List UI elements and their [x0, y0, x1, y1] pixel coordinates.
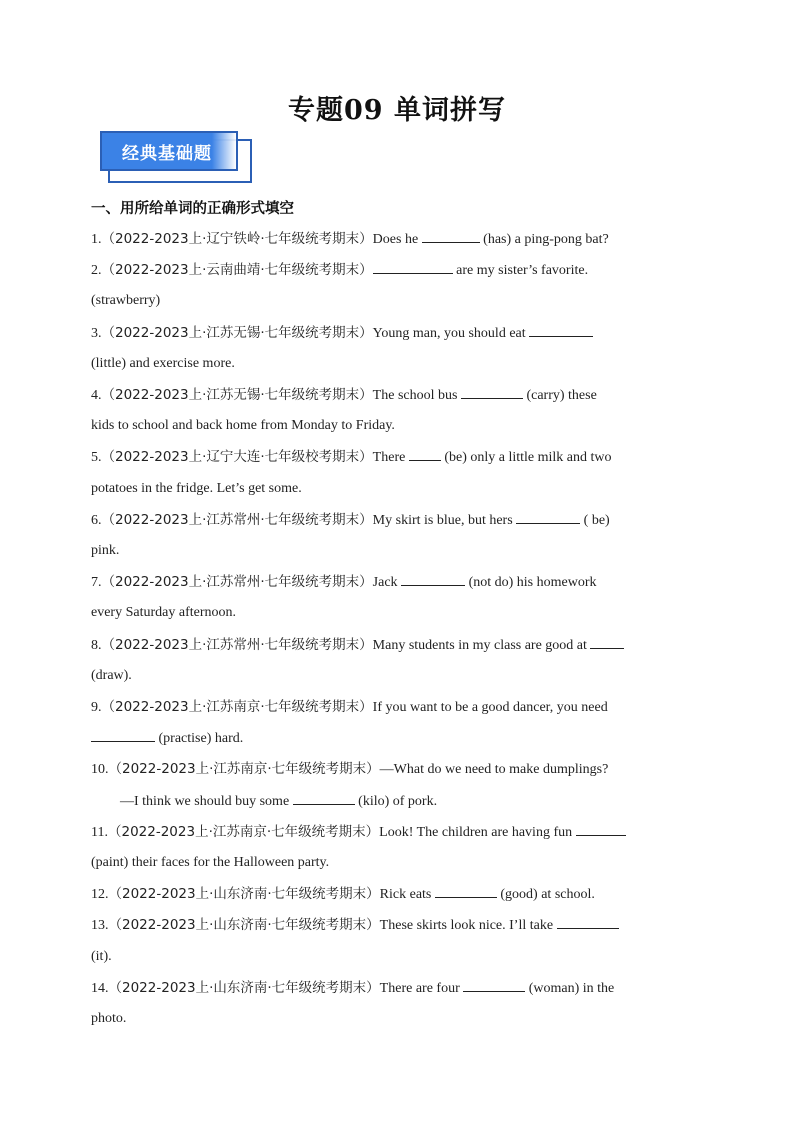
question-text: Many students in my class are good at [372, 638, 591, 653]
question-text: Rick eats [379, 887, 435, 902]
answer-blank[interactable] [463, 979, 525, 992]
question-number: 10. [91, 762, 109, 777]
question-source: （2022-2023上·江苏南京·七年级统考期末） [108, 761, 380, 777]
question-13-cont [91, 948, 112, 966]
question-source: （2022-2023上·江苏常州·七年级统考期末） [101, 512, 373, 528]
question-number: 13. [91, 918, 109, 933]
answer-blank[interactable] [373, 261, 453, 274]
question-source: （2022-2023上·江苏无锡·七年级统考期末） [101, 325, 373, 341]
question-number: 11. [91, 825, 108, 840]
question-source: （2022-2023上·江苏常州·七年级统考期末） [101, 637, 373, 653]
question-text: These skirts look nice. I’ll take [379, 918, 557, 933]
question-number: 14. [91, 981, 109, 996]
question-number: 12. [91, 887, 109, 902]
question-text: every Saturday afternoon. [91, 605, 236, 620]
question-text: Young man, you should eat [372, 326, 530, 341]
question-number: 8. [91, 638, 102, 653]
answer-blank[interactable] [576, 823, 626, 836]
question-10-cont [120, 792, 437, 811]
badge-box [100, 131, 238, 171]
question-text: The school bus [372, 388, 461, 403]
question-source: （2022-2023上·江苏南京·七年级统考期末） [107, 824, 380, 840]
question-number: 5. [91, 450, 102, 465]
answer-blank[interactable] [409, 448, 441, 461]
question-source: （2022-2023上·山东济南·七年级统考期末） [108, 917, 380, 933]
question-text: (draw). [91, 668, 132, 683]
question-hint: (kilo) of pork. [354, 794, 438, 809]
answer-blank[interactable] [91, 729, 155, 742]
question-10 [91, 760, 608, 779]
question-9-cont [91, 729, 243, 748]
question-number: 6. [91, 513, 102, 528]
badge-label: 经典基础题 [122, 143, 212, 164]
question-source: （2022-2023上·江苏无锡·七年级统考期末） [101, 387, 373, 403]
question-8 [91, 636, 624, 655]
question-number: 9. [91, 700, 102, 715]
answer-blank[interactable] [529, 324, 593, 337]
question-text: —What do we need to make dumplings? [379, 762, 609, 777]
question-source: （2022-2023上·山东济南·七年级统考期末） [108, 886, 380, 902]
question-hint: ( be) [580, 513, 610, 528]
answer-blank[interactable] [293, 792, 355, 805]
answer-blank[interactable] [461, 386, 523, 399]
question-text: There [372, 450, 409, 465]
question-14 [91, 979, 614, 998]
question-source: （2022-2023上·辽宁铁岭·七年级统考期末） [101, 231, 373, 247]
question-1 [91, 230, 609, 249]
question-2-cont [91, 292, 160, 310]
question-14-cont [91, 1010, 126, 1028]
question-text: If you want to be a good dancer, you need [372, 700, 608, 715]
question-4 [91, 386, 597, 405]
question-2 [91, 261, 588, 280]
question-text: Look! The children are having fun [379, 825, 576, 840]
question-11-cont [91, 854, 329, 872]
question-hint: (woman) in the [525, 981, 615, 996]
question-hint: are my sister’s favorite. [452, 263, 589, 278]
page-title: 专题09 单词拼写 [288, 95, 506, 126]
question-9 [91, 698, 608, 717]
question-hint: (carry) these [522, 388, 597, 403]
answer-blank[interactable] [516, 511, 580, 524]
section-heading: 一、用所给单词的正确形式填空 [91, 201, 294, 217]
answer-blank[interactable] [422, 230, 480, 243]
question-text: There are four [379, 981, 464, 996]
question-source: （2022-2023上·辽宁大连·七年级校考期末） [101, 449, 373, 465]
answer-blank[interactable] [401, 573, 465, 586]
question-4-cont [91, 417, 395, 435]
question-number: 2. [91, 263, 102, 278]
question-text: (practise) hard. [155, 731, 244, 746]
question-text: photo. [91, 1011, 127, 1026]
question-hint: (has) a ping-pong bat? [479, 232, 609, 247]
question-hint: (good) at school. [496, 887, 595, 902]
question-hint: (not do) his homework [465, 575, 597, 590]
question-number: 1. [91, 232, 102, 247]
question-6 [91, 511, 610, 530]
question-text: (little) and exercise more. [91, 356, 235, 371]
question-text: potatoes in the fridge. Let’s get some. [91, 481, 302, 496]
question-text: —I think we should buy some [120, 794, 293, 809]
question-11 [91, 823, 626, 842]
question-source: （2022-2023上·江苏常州·七年级统考期末） [101, 574, 373, 590]
question-text: Jack [372, 575, 402, 590]
question-number: 3. [91, 326, 102, 341]
question-text: kids to school and back home from Monday to Friday. [91, 418, 395, 433]
question-8-cont [91, 667, 132, 685]
question-hint: (be) only a little milk and two [440, 450, 612, 465]
question-5 [91, 448, 612, 467]
question-number: 7. [91, 575, 102, 590]
question-3 [91, 324, 593, 343]
question-text: pink. [91, 543, 120, 558]
question-text: (paint) their faces for the Halloween party. [91, 855, 330, 870]
question-13 [91, 916, 619, 935]
answer-blank[interactable] [435, 885, 497, 898]
question-source: （2022-2023上·山东济南·七年级统考期末） [108, 980, 380, 996]
question-7-cont [91, 604, 236, 622]
question-source: （2022-2023上·江苏南京·七年级统考期末） [101, 699, 373, 715]
question-text: (strawberry) [91, 293, 161, 308]
question-text: My skirt is blue, but hers [372, 513, 517, 528]
question-number: 4. [91, 388, 102, 403]
question-5-cont [91, 480, 302, 498]
answer-blank[interactable] [590, 636, 624, 649]
question-12 [91, 885, 595, 904]
question-text: Does he [372, 232, 422, 247]
question-7 [91, 573, 597, 592]
question-3-cont [91, 355, 235, 373]
question-text: (it). [91, 949, 112, 964]
question-6-cont [91, 542, 119, 560]
answer-blank[interactable] [557, 916, 619, 929]
question-source: （2022-2023上·云南曲靖·七年级统考期末） [101, 262, 373, 278]
section-badge [100, 131, 250, 183]
